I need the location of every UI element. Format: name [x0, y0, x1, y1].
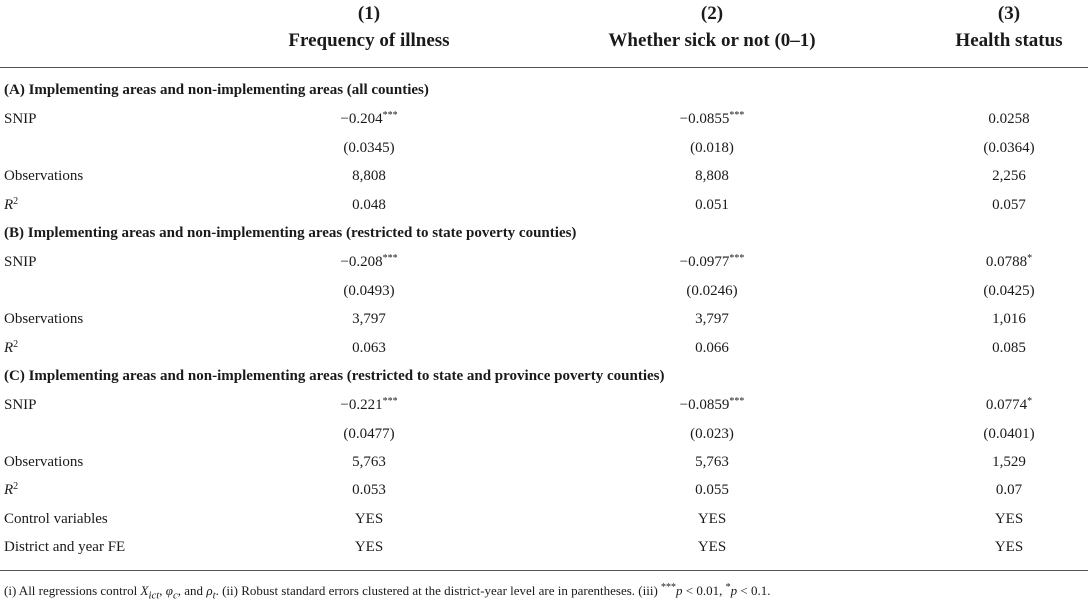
- table-row: [0, 163, 1088, 191]
- cell: 0.0258: [988, 111, 1030, 127]
- table-row: [0, 306, 1088, 334]
- cell: 3,797: [352, 311, 386, 327]
- cell: YES: [354, 511, 384, 527]
- panel-a-title: (A) Implementing areas and non-implementing areas (all counties): [4, 82, 429, 98]
- cell: 0.051: [695, 197, 729, 213]
- cell: YES: [994, 539, 1024, 555]
- table-row: [0, 477, 1088, 505]
- cell: −0.221***: [340, 396, 398, 413]
- cell: 5,763: [352, 454, 386, 470]
- row-label: SNIP: [4, 111, 37, 127]
- header-rule: [0, 67, 1088, 68]
- cell: 0.0774*: [985, 396, 1033, 413]
- row-label: Observations: [4, 168, 84, 184]
- cell: YES: [994, 511, 1024, 527]
- column-header-1: [247, 0, 491, 54]
- table-row: [0, 249, 1088, 277]
- table-row: [0, 192, 1088, 220]
- cell: 1,529: [992, 454, 1026, 470]
- panel-b-title: (B) Implementing areas and non-implementing areas (restricted to state poverty counties): [4, 225, 577, 241]
- table-row: [0, 278, 1088, 306]
- cell: −0.0859***: [679, 396, 745, 413]
- row-label: District and year FE: [4, 539, 126, 555]
- r2-label: $R^2$: [4, 196, 19, 213]
- table-row: [0, 335, 1088, 363]
- cell: (0.023): [690, 426, 734, 442]
- panel-c-title: (C) Implementing areas and non-implementing areas (restricted to state and province poverty counties): [4, 368, 665, 384]
- cell: 0.063: [352, 340, 386, 356]
- row-label: Observations: [4, 311, 84, 327]
- row-label: Observations: [4, 454, 84, 470]
- cell: 0.07: [995, 482, 1023, 498]
- cell: (0.0364): [983, 140, 1035, 156]
- row-label: SNIP: [4, 397, 37, 413]
- cell: 0.057: [992, 197, 1026, 213]
- cell: 2,256: [992, 168, 1026, 184]
- table-row: [0, 506, 1088, 534]
- r2-label: $R^2$: [4, 339, 19, 356]
- table-row: [0, 106, 1088, 134]
- cell: (0.0401): [983, 426, 1035, 442]
- cell: −0.204***: [340, 110, 398, 127]
- cell: YES: [697, 539, 727, 555]
- table-row: [0, 421, 1088, 449]
- cell: 3,797: [695, 311, 729, 327]
- bottom-rule: [0, 570, 1088, 571]
- cell: 0.048: [352, 197, 386, 213]
- cell: −0.208***: [340, 253, 398, 270]
- cell: YES: [354, 539, 384, 555]
- column-number: (1): [357, 3, 381, 24]
- column-header-3: [933, 0, 1085, 54]
- cell: (0.018): [690, 140, 734, 156]
- column-number: (3): [997, 3, 1021, 24]
- cell: (0.0425): [983, 283, 1035, 299]
- table-row: [0, 534, 1088, 562]
- table-row: [0, 392, 1088, 420]
- column-header-2: [590, 0, 834, 54]
- cell: (0.0477): [343, 426, 395, 442]
- r2-label: $R^2$: [4, 481, 19, 498]
- cell: 0.066: [695, 340, 729, 356]
- cell: −0.0855***: [679, 110, 745, 127]
- cell: 1,016: [992, 311, 1026, 327]
- cell: 8,808: [695, 168, 729, 184]
- cell: (0.0345): [343, 140, 395, 156]
- table-row: [0, 449, 1088, 477]
- cell: (0.0493): [343, 283, 395, 299]
- cell: 8,808: [352, 168, 386, 184]
- table-row: [0, 135, 1088, 163]
- row-label: SNIP: [4, 254, 37, 270]
- column-title: Health status: [955, 30, 1063, 51]
- cell: 0.055: [695, 482, 729, 498]
- cell: 0.053: [352, 482, 386, 498]
- table-footnote: (i) All regressions control $X_{ict}$, $\varphi_c$, and $\rho_t$. (ii) Robust standard errors clustered at the district-year level are in parentheses. (iii) ***p < 0.01, *p < 0.1.: [4, 582, 771, 602]
- cell: 0.0788*: [985, 253, 1033, 270]
- column-title: Frequency of illness: [288, 30, 450, 51]
- cell: 0.085: [992, 340, 1026, 356]
- cell: 5,763: [695, 454, 729, 470]
- cell: −0.0977***: [679, 253, 745, 270]
- column-number: (2): [700, 3, 724, 24]
- cell: (0.0246): [686, 283, 738, 299]
- column-title: Whether sick or not (0–1): [608, 30, 816, 51]
- cell: YES: [697, 511, 727, 527]
- row-label: Control variables: [4, 511, 108, 527]
